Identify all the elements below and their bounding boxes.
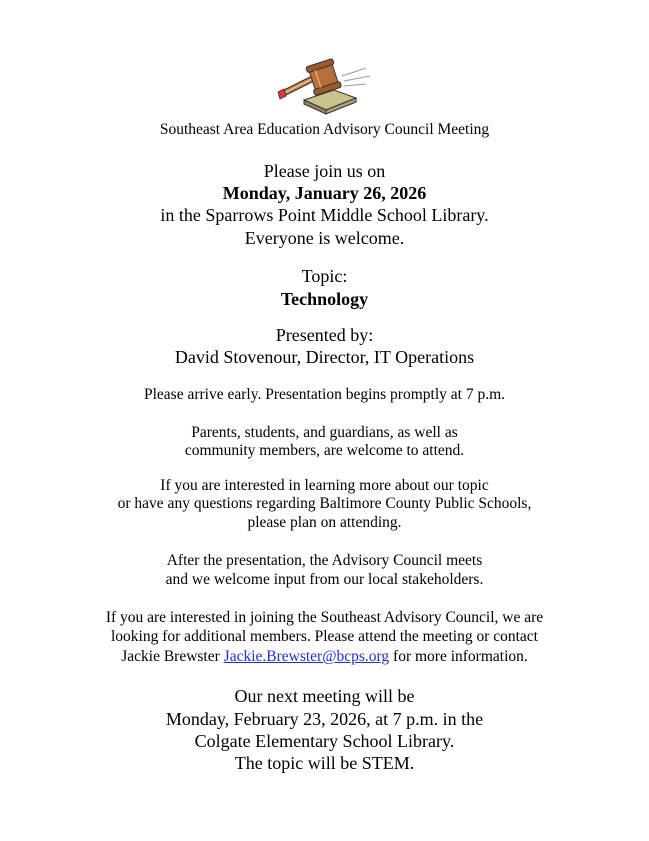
contact-name: Jackie Brewster <box>121 648 224 665</box>
join-line-1: If you are interested in joining the Southeast Advisory Council, we are <box>105 609 544 626</box>
gavel-icon <box>276 54 372 116</box>
topic-label: Topic: <box>301 266 348 286</box>
next-meeting-line-2: Monday, February 23, 2026, at 7 p.m. in the <box>165 709 484 729</box>
topic-value: Technology <box>280 289 369 309</box>
attendees-line-1: Parents, students, and guardians, as well as <box>191 424 458 441</box>
next-meeting-line-3: Colgate Elementary School Library. <box>194 731 455 751</box>
arrival-note: Please arrive early. Presentation begins promptly at 7 p.m. <box>144 386 505 403</box>
interest-line-1: If you are interested in learning more about our topic <box>160 477 489 494</box>
presenter-name: David Stovenour, Director, IT Operations <box>174 347 475 367</box>
attendees-line-2: community members, are welcome to attend. <box>184 442 465 459</box>
interest-line-3: please plan on attending. <box>247 514 402 531</box>
next-meeting-line-1: Our next meeting will be <box>234 686 415 706</box>
invite-intro: Please join us on <box>263 161 386 181</box>
contact-email-link[interactable]: Jackie.Brewster@bcps.org <box>223 648 390 665</box>
after-line-2: and we welcome input from our local stakeholders. <box>165 571 484 588</box>
interest-line-2: or have any questions regarding Baltimore County Public Schools, <box>117 495 532 512</box>
meeting-title: Southeast Area Education Advisory Council Meeting <box>159 121 490 138</box>
join-suffix: for more information. <box>389 648 528 665</box>
meeting-date: Monday, January 26, 2026 <box>222 183 427 203</box>
join-line-3 <box>0 648 649 666</box>
welcome-text: Everyone is welcome. <box>244 228 405 248</box>
next-meeting-line-4: The topic will be STEM. <box>234 753 415 773</box>
meeting-location: in the Sparrows Point Middle School Library. <box>160 205 489 225</box>
join-line-2: looking for additional members. Please attend the meeting or contact <box>111 628 538 645</box>
presenter-label: Presented by: <box>275 325 374 345</box>
after-line-1: After the presentation, the Advisory Council meets <box>166 552 483 569</box>
